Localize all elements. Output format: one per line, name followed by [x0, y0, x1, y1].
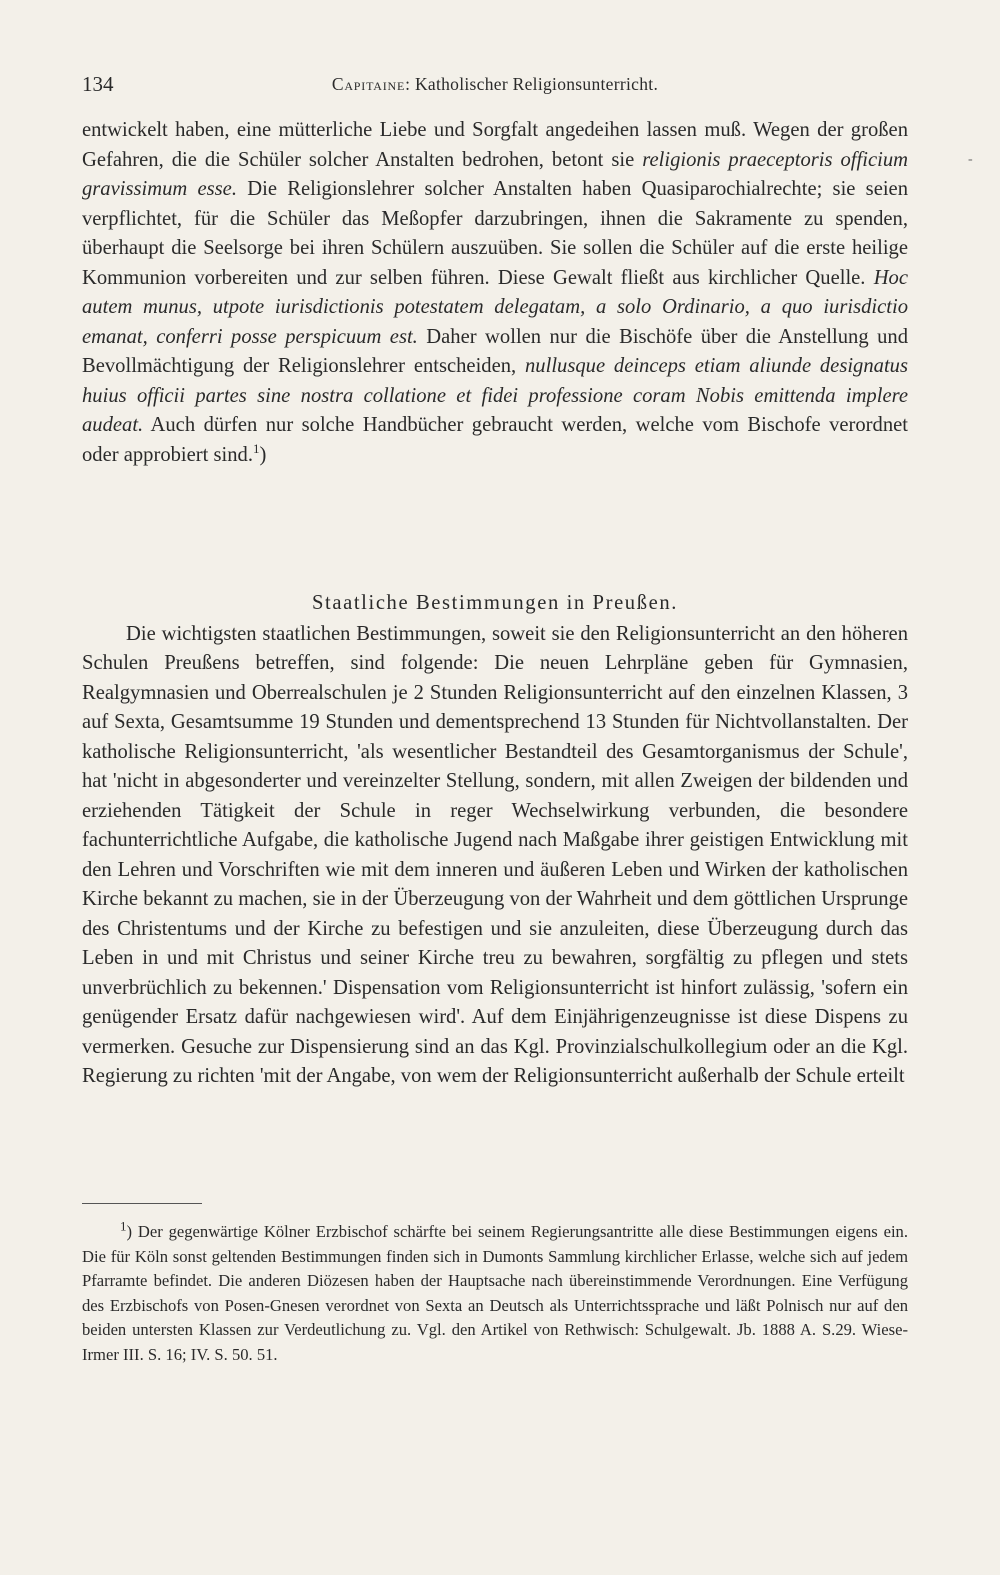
text-run: Daher wollen nur die Bischöfe über die Anstellung und Bevollmächtigung der Religionslehrer entscheiden,	[82, 325, 908, 377]
running-title	[82, 74, 908, 95]
margin-mark: -	[968, 152, 973, 167]
page-number: 134	[82, 72, 114, 96]
text-run: Die Religionslehrer solcher Anstalten haben Quasiparochialrechte; sie seien verpflichtet, für die Schüler das Meßopfer darzubringen, ihnen die Sakramente zu spenden, überhaupt die Seelsorge bei ihren Schülern auszuüben. Sie sollen die Schüler auf die erste heilige Kommunion vorbereiten und zur selben führen. Diese Gewalt fließt aus kirchlicher Quelle.	[82, 178, 908, 289]
running-header	[82, 72, 908, 102]
latin-quote: religionis praeceptoris officium gravissimum esse.	[82, 148, 908, 200]
title-text: : Katholischer Religionsunterricht.	[405, 74, 659, 94]
text-run: )	[259, 443, 267, 466]
latin-quote: nullusque deinceps etiam aliunde designatus huius officii partes sine nostra collatione et fidei professione coram Nobis emittenda implere audeat.	[82, 355, 908, 436]
footnote	[82, 1220, 908, 1368]
footnote-marker: 1	[120, 1218, 127, 1234]
footnote-rule	[82, 1203, 202, 1204]
paragraph-continued	[82, 116, 908, 470]
text-run: Auch dürfen nur solche Handbücher gebraucht werden, welche vom Bischofe verordnet oder approbiert sind.	[82, 414, 908, 466]
latin-quote: Hoc autem munus, utpote iurisdictionis potestatem delegatam, a solo Ordinario, a quo iurisdictio emanat, conferri posse perspicuum est.	[82, 266, 908, 348]
author-name: Capitaine	[331, 74, 406, 94]
body-text-continued	[82, 116, 908, 470]
footnote-text	[82, 1220, 908, 1368]
section-heading: Staatliche Bestimmungen in Preußen.	[312, 592, 678, 614]
text-run: entwickelt haben, eine mütterliche Liebe und Sorgfalt angedeihen lassen muß. Wegen der großen Gefahren, die die Schüler solcher Anstalten bedrohen, betont sie	[82, 119, 908, 171]
paragraph: Die wichtigsten staatlichen Bestimmungen, soweit sie den Religionsunterricht an den höheren Schulen Preußens betreffen, sind folgende: Die neuen Lehrpläne geben für Gymnasien, Realgymnasien und Oberrealschulen je 2 Stunden Religionsunterricht auf den einzelnen Klassen, 3 auf Sexta, Gesamtsumme 19 Stunden und dementsprechend 13 Stunden für Nichtvollanstalten. Der katholische Religionsunterricht, 'als wesentlicher Bestandteil des Gesamtorganismus der Schule', hat 'nicht in abgesonderter und vereinzelter Stellung, sondern, mit allen Zweigen der bildenden und erziehenden Tätigkeit der Schule in reger Wechselwirkung verbunden, die besondere fachunterrichtliche Aufgabe, die katholische Jugend nach Maßgabe ihrer geistigen Entwicklung mit den Lehren und Vorschriften wie mit dem inneren und äußeren Leben und Wirken der katholischen Kirche bekannt zu machen, sie in der Überzeugung von der Wahrheit und dem göttlichen Ursprunge des Christentums und der Kirche zu befestigen und sie anzuleiten, diese Überzeugung durch das Leben in und mit Christus und seiner Kirche treu zu bewahren, sorgfältig zu pflegen und stets unverbrüchlich zu bekennen.' Dispensation vom Religionsunterricht ist hinfort zulässig, 'sofern ein genügender Ersatz dafür nachgewiesen wird'. Auf dem Einjährigenzeugnisse ist diese Dispens zu vermerken. Gesuche zur Dispensierung sind an das Kgl. Provinzialschulkollegium oder an die Kgl. Regierung zu richten 'mit der Angabe, von wem der Religionsunterricht außerhalb der Schule erteilt	[82, 622, 908, 1087]
section-prussia	[82, 589, 908, 1092]
footnote-body: ) Der gegenwärtige Kölner Erzbischof schärfte bei seinem Regierungsantritte alle diese Bestimmungen eigens ein. Die für Köln sonst geltenden Bestimmungen finden sich in Dumonts Sammlung kirchlicher Erlasse, welche sich auf jedem Pfarramte befindet. Die anderen Diözesen haben der Hauptsache nach übereinstimmende Verordnungen. Eine Verfügung des Erzbischofs von Posen-Gnesen verordnet von Sexta an Deutsch als Unterrichtssprache und läßt Polnisch nur auf den beiden untersten Klassen zur Verdeutlichung zu. Vgl. den Artikel von Rethwisch: Schulgewalt. Jb. 1888 A. S.29. Wiese-Irmer III. S. 16; IV. S. 50. 51.	[82, 1222, 908, 1364]
footnote-reference[interactable]: 1	[253, 440, 260, 456]
